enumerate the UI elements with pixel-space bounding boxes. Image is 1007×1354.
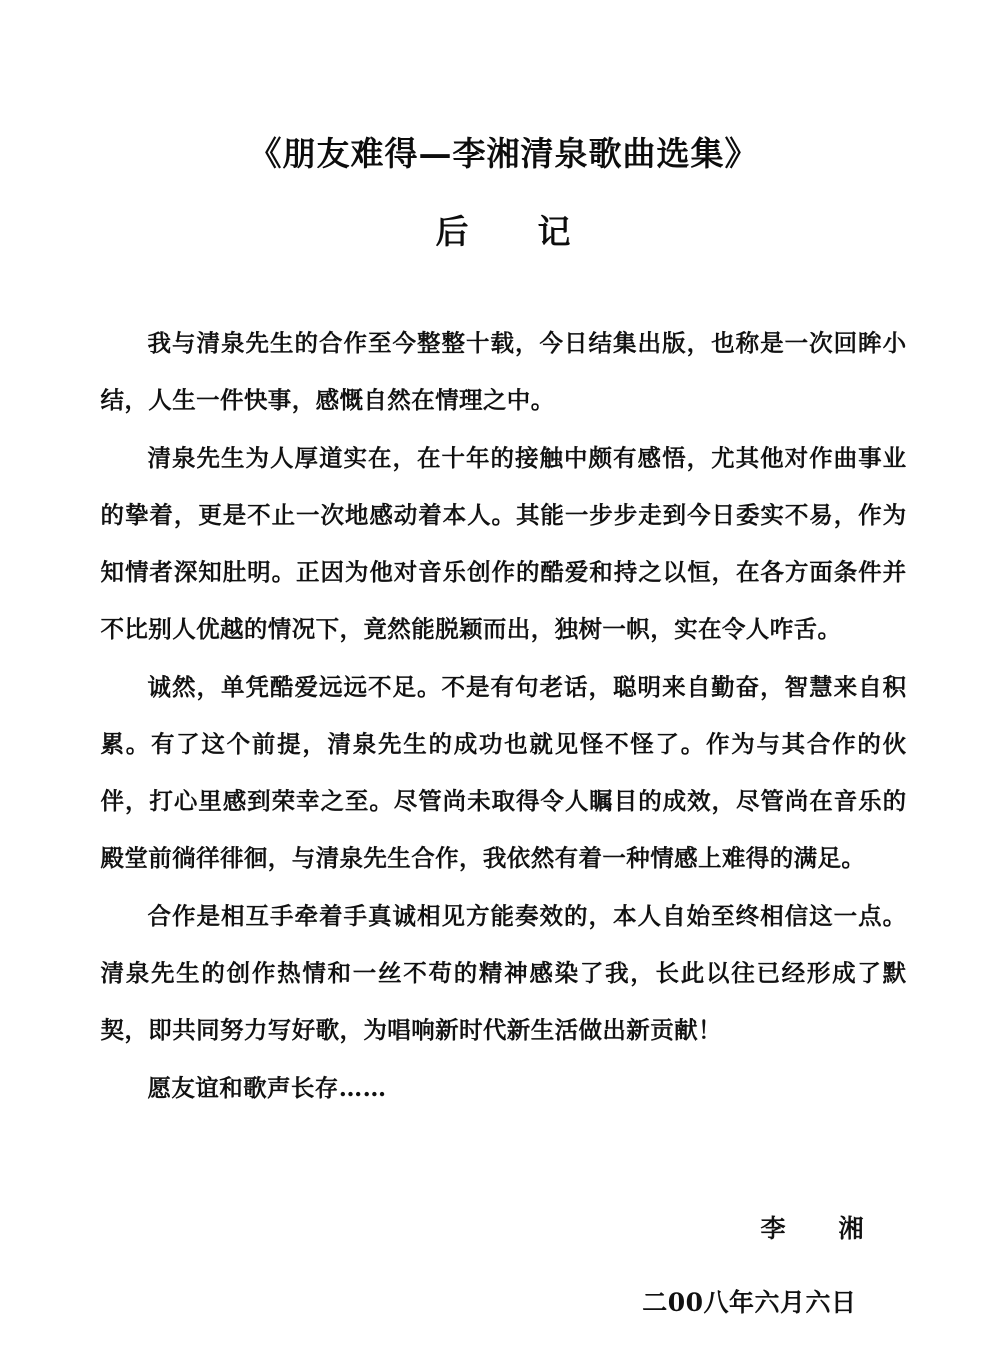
document-body xyxy=(101,315,907,1117)
title-block xyxy=(0,134,1007,253)
author-signature: 李 湘 xyxy=(760,1213,865,1243)
paragraph: 合作是相互手牵着手真诚相见方能奏效的，本人自始至终相信这一点。清泉先生的创作热情和一丝不苟的精神感染了我，长此以往已经形成了默契，即共同努力写好歌，为唱响新时代新生活做出新贡献！ xyxy=(100,901,907,1044)
paragraph: 诚然，单凭酷爱远远不足。不是有句老话，聪明来自勤奋，智慧来自积累。有了这个前提，清泉先生的成功也就见怪不怪了。作为与其合作的伙伴，打心里感到荣幸之至。尽管尚未取得令人瞩目的成效，尽管尚在音乐的殿堂前徜徉徘徊，与清泉先生合作，我依然有着一种情感上难得的满足。 xyxy=(100,672,907,872)
page-subtitle: 后 记 xyxy=(435,211,572,251)
closing-line: 愿友谊和歌声长存…… xyxy=(147,1073,387,1102)
signature-block xyxy=(59,1209,949,1319)
paragraph: 清泉先生为人厚道实在，在十年的接触中颇有感悟，尤其他对作曲事业的挚着，更是不止一次地感动着本人。其能一步步走到今日委实不易，作为知情者深知肚明。正因为他对音乐创作的酷爱和持之以恒，在各方面条件并不比别人优越的情况下，竟然能脱颖而出，独树一帜，实在令人咋舌。 xyxy=(100,443,907,643)
signature-date: 二00八年六月六日 xyxy=(642,1287,857,1317)
paragraph: 我与清泉先生的合作至今整整十载，今日结集出版，也称是一次回眸小结，人生一件快事，感慨自然在情理之中。 xyxy=(100,328,907,414)
page-title: 《朋友难得—李湘清泉歌曲选集》 xyxy=(248,134,759,173)
